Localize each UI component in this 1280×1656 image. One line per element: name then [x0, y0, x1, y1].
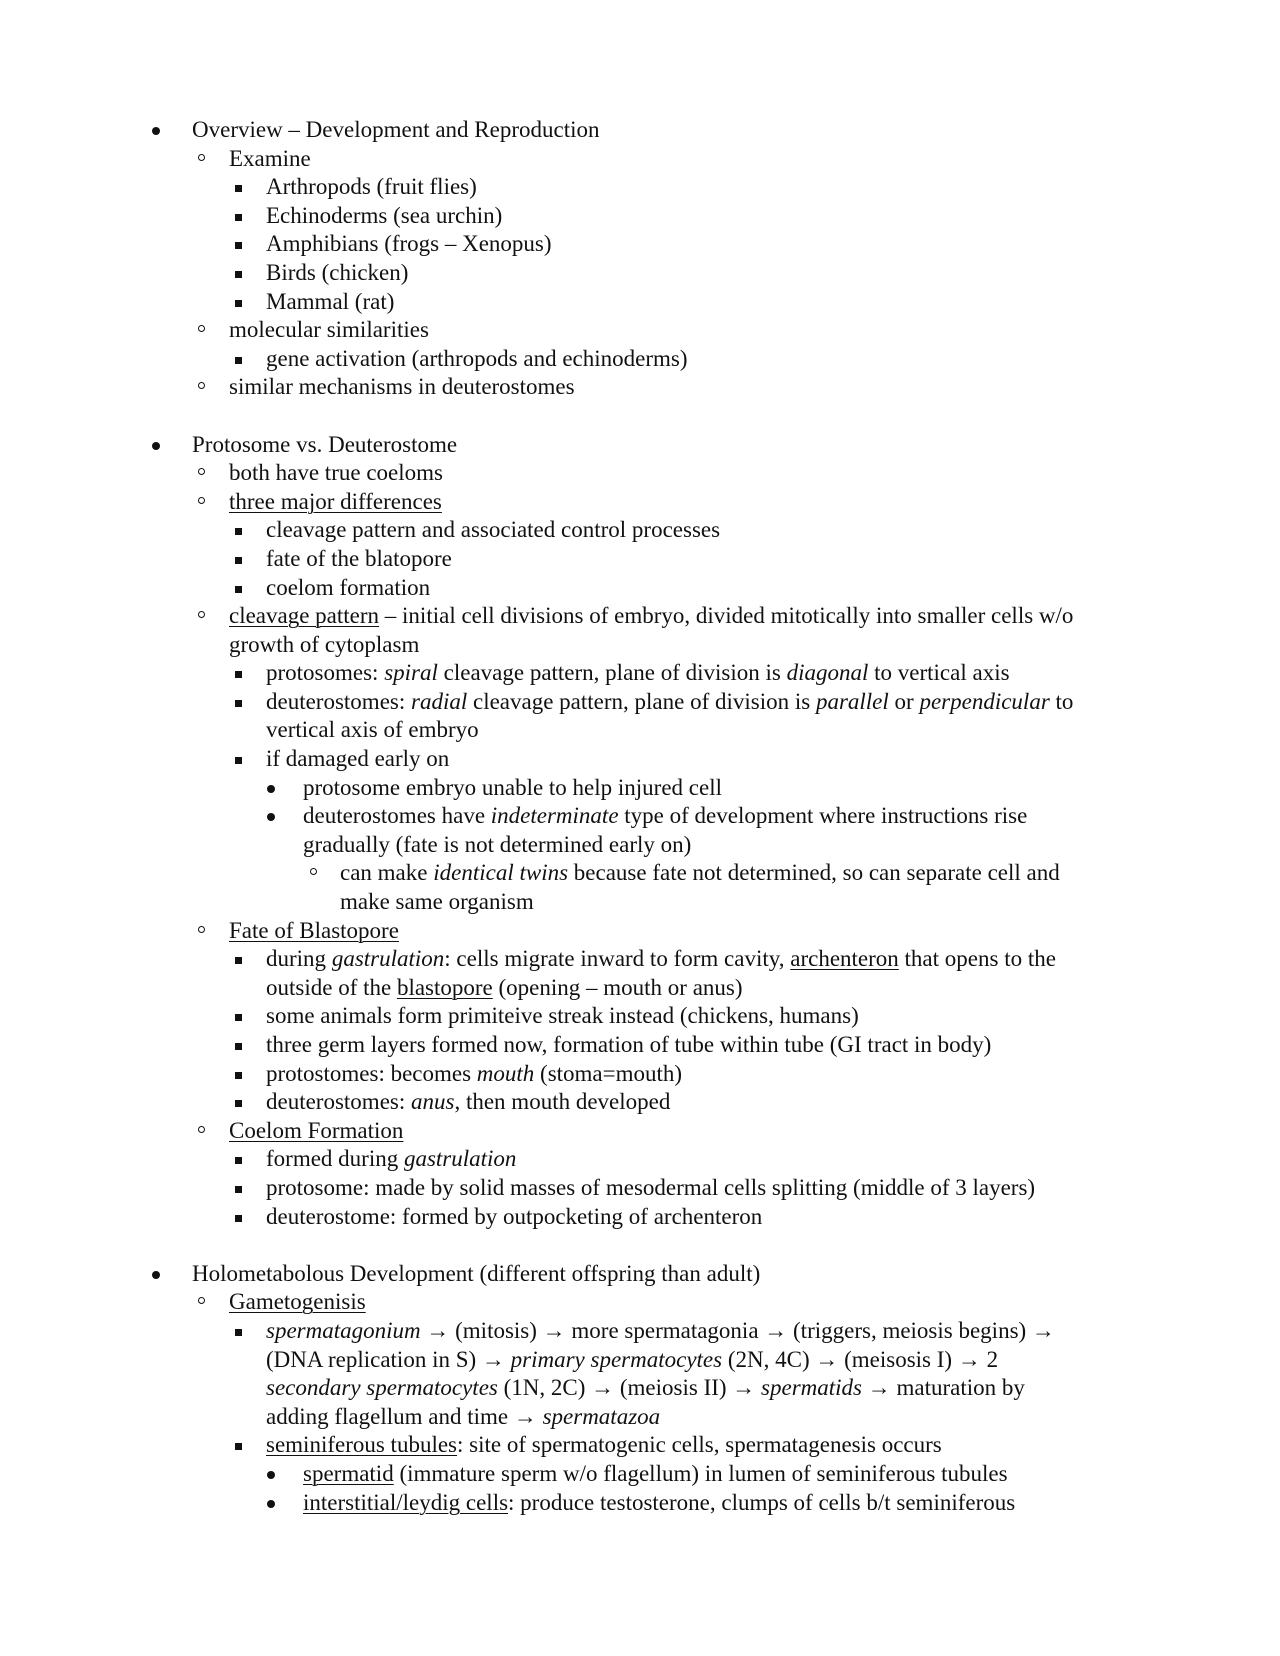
text-run: → (mitosis) → more spermatagonia → (triggers, meiosis begins) →: [420, 1317, 1055, 1343]
list-item-text: [192, 431, 1280, 460]
list-item-text: [229, 373, 1280, 402]
text-run: fate of the blatopore: [266, 545, 452, 571]
italic-term: diagonal: [786, 660, 869, 686]
list-item-level-1: [0, 116, 1280, 145]
text-run: or: [888, 688, 920, 714]
list-item-level-4: [0, 774, 1280, 803]
italic-term: mouth: [476, 1060, 535, 1086]
underlined-term: blastopore: [396, 974, 493, 1000]
list-item-continuation: [0, 1346, 1280, 1375]
text-run: formed during: [266, 1146, 404, 1172]
text-run: (1N, 2C) → (meiosis II) →: [497, 1375, 762, 1401]
text-run: protosome embryo unable to help injured cell: [303, 774, 722, 800]
text-run: protosome: made by solid masses of mesodermal cells splitting (middle of 3 layers): [266, 1174, 1036, 1200]
list-item-text: [266, 345, 1280, 374]
list-item-text: [266, 1317, 1280, 1346]
list-item-level-3: [0, 1431, 1280, 1460]
text-run: : produce testosterone, clumps of cells b/t seminiferous: [508, 1489, 1016, 1515]
list-item-level-3: [0, 202, 1280, 231]
list-item-continuation: [0, 974, 1280, 1003]
list-item-text: [229, 316, 1280, 345]
list-item-level-2: [0, 459, 1280, 488]
list-item-level-3: [0, 1031, 1280, 1060]
list-item-level-2: [0, 488, 1280, 517]
list-item-level-3: [0, 1174, 1280, 1203]
list-item-level-3: [0, 1317, 1280, 1346]
list-item-text: [266, 688, 1280, 717]
text-run: Examine: [229, 145, 311, 171]
list-item-text: [340, 888, 1280, 917]
italic-term: gastrulation: [403, 1146, 517, 1172]
list-item-text: [303, 831, 1280, 860]
text-run: gene activation (arthropods and echinoderms): [266, 345, 688, 371]
list-item-text: [229, 488, 1280, 517]
text-run: (stoma=mouth): [534, 1060, 683, 1086]
section-gap: [0, 402, 1280, 431]
document-body: [0, 116, 1280, 1517]
italic-term: parallel: [815, 688, 889, 714]
list-item-text: [266, 202, 1280, 231]
list-item-continuation: [0, 1403, 1280, 1432]
text-run: some animals form primiteive streak instead (chickens, humans): [266, 1003, 859, 1029]
text-run: Mammal (rat): [266, 288, 395, 314]
underlined-term: cleavage pattern: [229, 603, 380, 629]
text-run: outside of the: [266, 974, 397, 1000]
text-run: make same organism: [340, 889, 534, 915]
list-item-level-3: [0, 173, 1280, 202]
underlined-term: Fate of Blastopore: [229, 917, 399, 943]
list-item-level-2: [0, 316, 1280, 345]
list-item-text: [303, 1460, 1280, 1489]
underlined-term: seminiferous tubules: [266, 1432, 457, 1458]
list-item-level-1: [0, 431, 1280, 460]
list-item-level-2: [0, 1117, 1280, 1146]
list-item-level-4: [0, 1489, 1280, 1518]
text-run: deuterostomes:: [266, 688, 411, 714]
text-run: coelom formation: [266, 574, 431, 600]
list-item-text: [266, 659, 1280, 688]
list-item-level-4: [0, 802, 1280, 831]
text-run: type of development where instructions rise: [618, 803, 1028, 829]
text-run: : cells migrate inward to form cavity,: [444, 946, 791, 972]
list-item-text: [266, 1174, 1280, 1203]
list-item-text: [303, 774, 1280, 803]
italic-term: primary spermatocytes: [510, 1346, 723, 1372]
text-run: (immature sperm w/o flagellum) in lumen of seminiferous tubules: [393, 1460, 1008, 1486]
italic-term: secondary spermatocytes: [266, 1375, 498, 1401]
list-item-text: [266, 545, 1280, 574]
text-run: protosomes:: [266, 660, 385, 686]
list-item-text: [266, 173, 1280, 202]
list-item-level-3: [0, 945, 1280, 974]
list-item-level-3: [0, 288, 1280, 317]
list-item-text: [229, 145, 1280, 174]
list-item-text: [266, 1374, 1280, 1403]
list-item-text: [266, 1088, 1280, 1117]
underlined-term: three major differences: [229, 488, 442, 514]
list-item-text: [303, 802, 1280, 831]
text-run: vertical axis of embryo: [266, 717, 479, 743]
list-item-level-3: [0, 259, 1280, 288]
text-run: deuterostome: formed by outpocketing of archenteron: [266, 1203, 763, 1229]
underlined-term: interstitial/leydig cells: [303, 1489, 509, 1515]
list-item-text: [266, 745, 1280, 774]
list-item-level-2: [0, 373, 1280, 402]
italic-term: perpendicular: [919, 688, 1050, 714]
text-run: (opening – mouth or anus): [492, 974, 743, 1000]
text-run: adding flagellum and time →: [266, 1403, 543, 1429]
list-item-text: [266, 974, 1280, 1003]
list-item-text: [266, 516, 1280, 545]
underlined-term: Gametogenisis: [229, 1289, 366, 1315]
italic-term: gastrulation: [331, 946, 445, 972]
text-run: : site of spermatogenic cells, spermatagenesis occurs: [457, 1432, 942, 1458]
italic-term: anus: [411, 1089, 455, 1115]
list-item-text: [229, 1288, 1280, 1317]
list-item-level-3: [0, 1088, 1280, 1117]
text-run: → maturation by: [862, 1375, 1025, 1401]
text-run: – initial cell divisions of embryo, divided mitotically into smaller cells w/o: [379, 603, 1074, 629]
text-run: protostomes: becomes: [266, 1060, 477, 1086]
text-run: that opens to the: [898, 946, 1056, 972]
text-run: (DNA replication in S) →: [266, 1346, 511, 1372]
list-item-text: [266, 574, 1280, 603]
list-item-text: [192, 116, 1280, 145]
list-item-level-3: [0, 516, 1280, 545]
list-item-level-3: [0, 1145, 1280, 1174]
text-run: gradually (fate is not determined early on): [303, 831, 692, 857]
list-item-level-3: [0, 1060, 1280, 1089]
list-item-text: [192, 1260, 1280, 1289]
list-item-level-3: [0, 1203, 1280, 1232]
list-item-continuation: [0, 716, 1280, 745]
list-item-level-2: [0, 602, 1280, 631]
text-run: Protosome vs. Deuterostome: [192, 431, 458, 457]
list-item-text: [229, 602, 1280, 631]
text-run: cleavage pattern, plane of division is: [467, 688, 816, 714]
text-run: molecular similarities: [229, 317, 429, 343]
text-run: similar mechanisms in deuterostomes: [229, 374, 575, 400]
text-run: Echinoderms (sea urchin): [266, 202, 503, 228]
list-item-level-3: [0, 230, 1280, 259]
list-item-level-3: [0, 659, 1280, 688]
text-run: deuterostomes have: [303, 803, 491, 829]
text-run: Holometabolous Development (different offspring than adult): [192, 1260, 761, 1286]
text-run: Overview – Development and Reproduction: [192, 117, 600, 142]
italic-term: identical twins: [433, 860, 569, 886]
list-item-text: [229, 1117, 1280, 1146]
list-item-text: [266, 259, 1280, 288]
list-item-text: [266, 1031, 1280, 1060]
text-run: because fate not determined, so can separate cell and: [568, 860, 1060, 886]
underlined-term: archenteron: [790, 946, 899, 972]
underlined-term: Coelom Formation: [229, 1117, 404, 1143]
list-item-text: [229, 459, 1280, 488]
text-run: three germ layers formed now, formation of tube within tube (GI tract in body): [266, 1032, 992, 1057]
list-item-level-2: [0, 145, 1280, 174]
list-item-level-2: [0, 917, 1280, 946]
list-item-text: [266, 1002, 1280, 1031]
text-run: to: [1049, 688, 1074, 714]
italic-term: spiral: [384, 660, 438, 686]
text-run: both have true coeloms: [229, 460, 443, 486]
section-gap: [0, 1231, 1280, 1260]
list-item-level-3: [0, 1002, 1280, 1031]
italic-term: spermatazoa: [542, 1403, 661, 1429]
text-run: Amphibians (frogs – Xenopus): [266, 231, 552, 257]
list-item-continuation: [0, 1374, 1280, 1403]
list-item-text: [340, 859, 1280, 888]
text-run: during: [266, 946, 332, 972]
list-item-text: [266, 716, 1280, 745]
list-item-text: [303, 1489, 1280, 1518]
list-item-text: [266, 230, 1280, 259]
text-run: (2N, 4C) → (meisosis I) → 2: [722, 1346, 999, 1372]
list-item-level-3: [0, 345, 1280, 374]
text-run: Arthropods (fruit flies): [266, 174, 477, 200]
list-item-text: [266, 1346, 1280, 1375]
list-item-level-4: [0, 1460, 1280, 1489]
italic-term: spermatids: [761, 1375, 862, 1401]
list-item-text: [266, 1145, 1280, 1174]
list-item-text: [266, 945, 1280, 974]
text-run: cleavage pattern and associated control processes: [266, 517, 721, 543]
text-run: if damaged early on: [266, 746, 450, 772]
list-item-level-3: [0, 745, 1280, 774]
list-item-level-2: [0, 1288, 1280, 1317]
text-run: deuterostomes:: [266, 1089, 411, 1115]
list-item-continuation: [0, 831, 1280, 860]
text-run: Birds (chicken): [266, 259, 409, 285]
list-item-text: [229, 631, 1280, 660]
list-item-text: [266, 1403, 1280, 1432]
italic-term: indeterminate: [490, 803, 619, 829]
italic-term: radial: [411, 688, 468, 714]
list-item-text: [266, 1060, 1280, 1089]
list-item-level-3: [0, 574, 1280, 603]
text-run: can make: [340, 860, 434, 886]
text-run: growth of cytoplasm: [229, 631, 420, 657]
list-item-continuation: [0, 631, 1280, 660]
list-item-level-3: [0, 545, 1280, 574]
text-run: cleavage pattern, plane of division is: [437, 660, 787, 686]
list-item-text: [266, 1431, 1280, 1460]
list-item-level-5: [0, 859, 1280, 888]
list-item-text: [266, 288, 1280, 317]
list-item-text: [229, 917, 1280, 946]
italic-term: spermatagonium: [266, 1317, 421, 1343]
text-run: , then mouth developed: [454, 1089, 671, 1115]
list-item-text: [266, 1203, 1280, 1232]
list-item-continuation: [0, 888, 1280, 917]
list-item-level-1: [0, 1260, 1280, 1289]
text-run: to vertical axis: [868, 660, 1010, 686]
underlined-term: spermatid: [303, 1460, 394, 1486]
list-item-level-3: [0, 688, 1280, 717]
